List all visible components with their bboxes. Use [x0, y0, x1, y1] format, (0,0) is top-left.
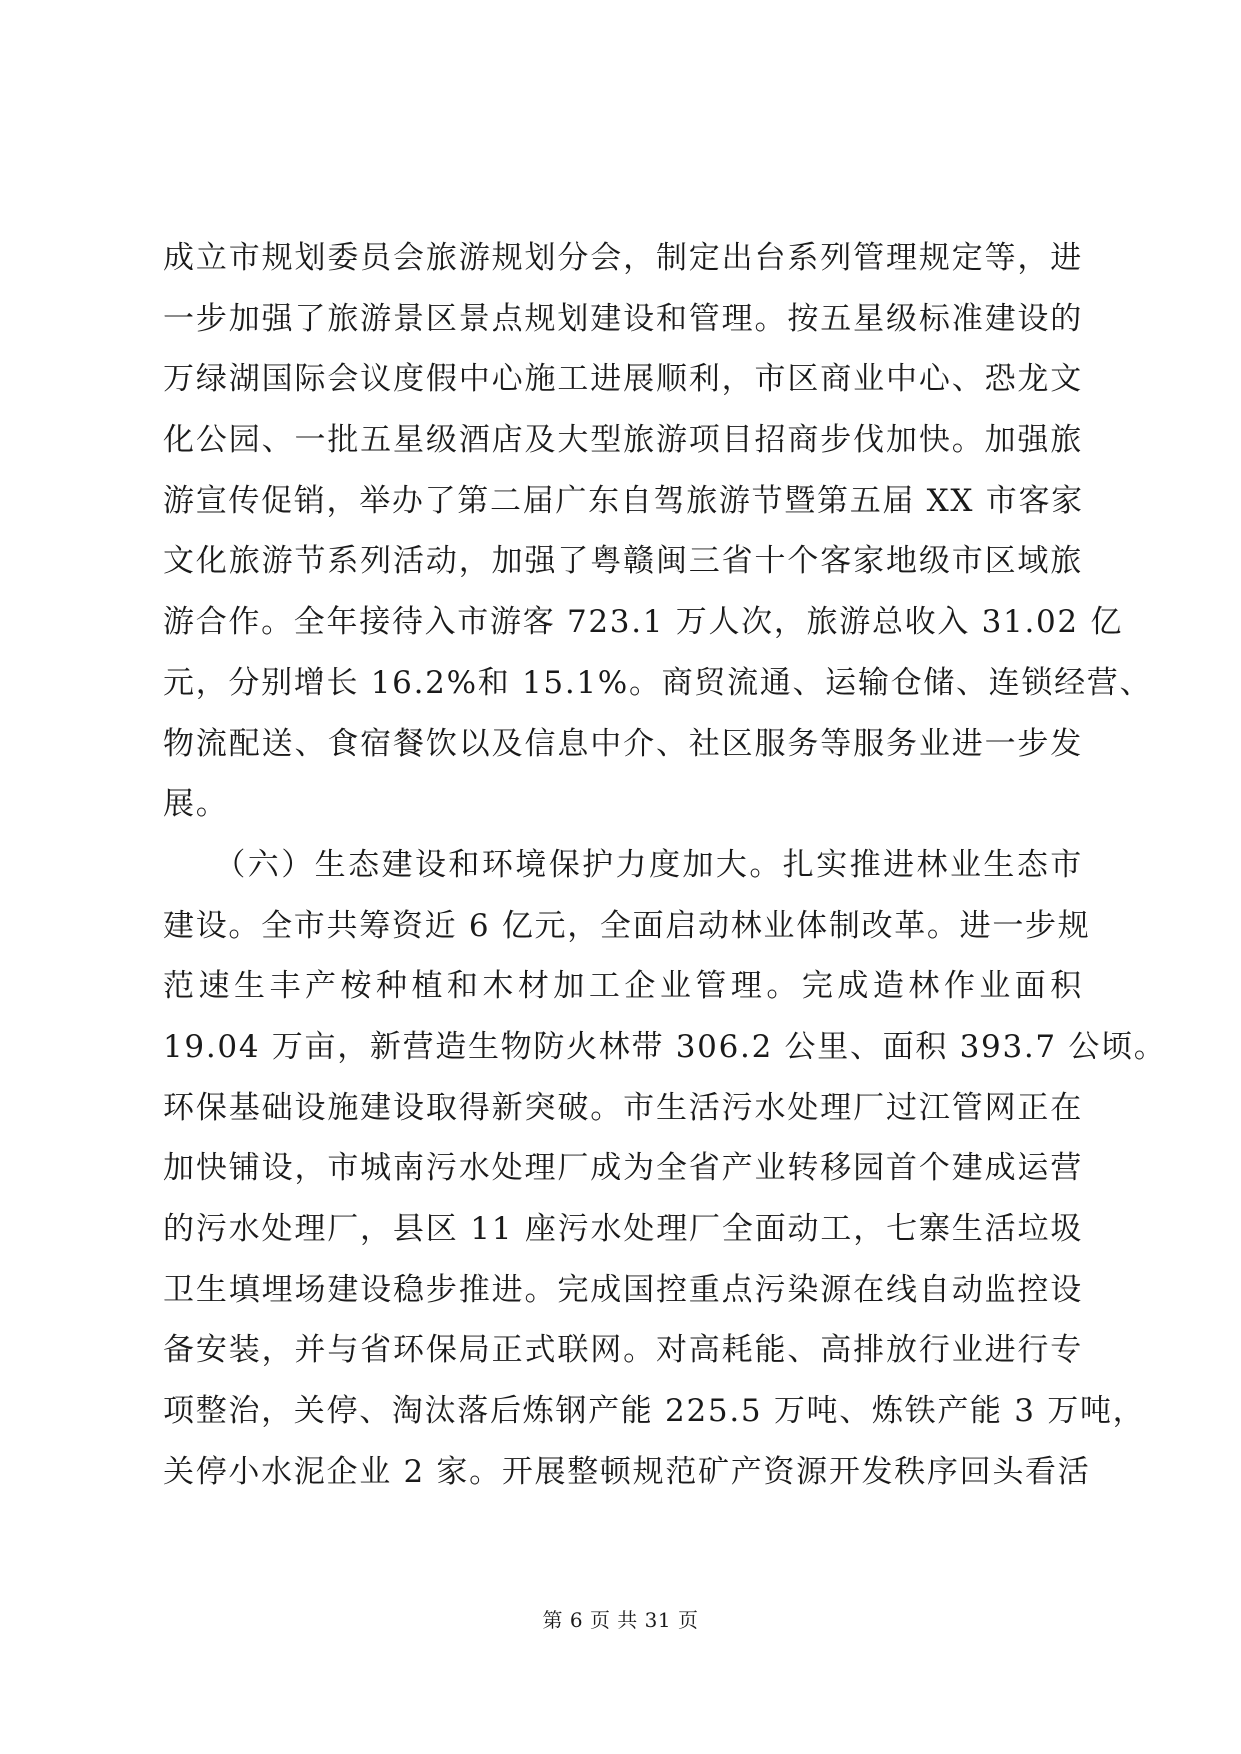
- text-line: 项整治，关停、淘汰落后炼钢产能 225.5 万吨、炼铁产能 3 万吨，: [163, 1393, 1146, 1430]
- text-line: 一步加强了旅游景区景点规划建设和管理。按五星级标准建设的: [163, 300, 1083, 337]
- text-line: 的污水处理厂，县区 11 座污水处理厂全面动工，七寨生活垃圾: [163, 1211, 1083, 1247]
- text-line: 化公园、一批五星级酒店及大型旅游项目招商步伐加快。加强旅: [163, 422, 1083, 459]
- text-line: 游宣传促销，举办了第二届广东自驾旅游节暨第五届 XX 市客家: [163, 482, 1084, 519]
- text-line: 关停小水泥企业 2 家。开展整顿规范矿产资源开发秩序回头看活: [163, 1453, 1091, 1490]
- text-line: 成立市规划委员会旅游规划分会，制定出台系列管理规定等，进: [163, 240, 1083, 276]
- text-line: 建设。全市共筹资近 6 亿元，全面启动林业体制改革。进一步规: [163, 907, 1091, 944]
- text-line: 元，分别增长 16.2%和 15.1%。商贸流通、运输仓储、连锁经营、: [163, 664, 1153, 701]
- text-line: 卫生填埋场建设稳步推进。完成国控重点污染源在线自动监控设: [163, 1271, 1083, 1308]
- text-line: 万绿湖国际会议度假中心施工进展顺利，市区商业中心、恐龙文: [163, 361, 1083, 398]
- text-line: 文化旅游节系列活动，加强了粤赣闽三省十个客家地级市区域旅: [163, 543, 1083, 580]
- text-line: 加快铺设，市城南污水处理厂成为全省产业转移园首个建成运营: [163, 1150, 1083, 1187]
- text-line: （六）生态建设和环境保护力度加大。扎实推进林业生态市: [163, 846, 1083, 883]
- text-line: 展。: [163, 786, 229, 823]
- text-line: 范速生丰产桉种植和木材加工企业管理。完成造林作业面积: [163, 968, 1083, 1005]
- text-line: 环保基础设施建设取得新突破。市生活污水处理厂过江管网正在: [163, 1089, 1083, 1126]
- text-line: 游合作。全年接待入市游客 723.1 万人次，旅游总收入 31.02 亿: [163, 604, 1124, 641]
- body-text: [163, 228, 1167, 1502]
- text-line: 备安装，并与省环保局正式联网。对高耗能、高排放行业进行专: [163, 1332, 1083, 1369]
- text-line: 19.04 万亩，新营造生物防火林带 306.2 公里、面积 393.7 公顷。: [163, 1028, 1167, 1065]
- text-line: 物流配送、食宿餐饮以及信息中介、社区服务等服务业进一步发: [163, 725, 1083, 762]
- page-footer: 第 6 页 共 31 页: [542, 1608, 699, 1632]
